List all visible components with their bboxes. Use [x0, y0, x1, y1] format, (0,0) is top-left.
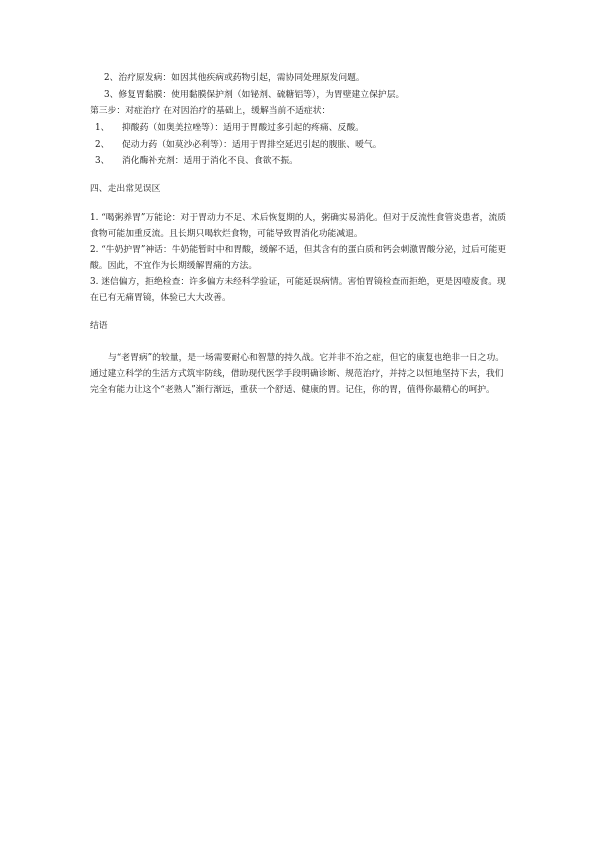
- myth-item-3: 3. 迷信偏方，拒绝检查：许多偏方未经科学验证，可能延误病情。害怕胃镜检查而拒绝，更是因噎废食。现在已有无痛胃镜，体验已大大改善。: [90, 277, 506, 303]
- step3-item-1-text: 抑酸药（如奥美拉唑等）：适用于胃酸过多引起的疼痛、反酸。: [122, 123, 364, 133]
- step3-item-2-number: 2、: [95, 140, 110, 150]
- step2-item-3: 3、修复胃黏膜：使用黏膜保护剂（如铋剂、硫糖铝等），为胃壁建立保护层。: [104, 90, 405, 100]
- step3-item-2-text: 促动力药（如莫沙必利等）：适用于胃排空延迟引起的腹胀、嗳气。: [122, 140, 382, 150]
- step2-item-2: 2、治疗原发病：如因其他疾病或药物引起，需协同处理原发问题。: [104, 73, 365, 83]
- myth-item-2: 2. “牛奶护胃”神话：牛奶能暂时中和胃酸，缓解不适，但其含有的蛋白质和钙会刺激胃酸分泌，过后可能更酸。因此，不宜作为长期缓解胃痛的方法。: [90, 245, 507, 271]
- step3-item-3-text: 消化酶补充剂：适用于消化不良、食欲不振。: [122, 156, 298, 166]
- conclusion-heading: 结语: [90, 321, 108, 331]
- conclusion-paragraph: 与“老胃病”的较量，是一场需要耐心和智慧的持久战。它并非不治之症，但它的康复也绝非一日之功。通过建立科学的生活方式筑牢防线，借助现代医学手段明确诊断、规范治疗，并持之以恒地坚持下去，我们完全有能力让这个“老熟人”渐行渐远，重获一个舒适、健康的胃。记住，你的胃，值得你最精心的呵护。: [90, 353, 505, 395]
- myths-list: [90, 210, 510, 306]
- myth-item-1: 1. “喝粥养胃”万能论：对于胃动力不足、术后恢复期的人，粥确实易消化。但对于反流性食管炎患者，流质食物可能加重反流。且长期只喝软烂食物，可能导致胃消化功能减退。: [90, 213, 507, 239]
- step3-item-1-number: 1、: [95, 123, 110, 133]
- section-heading: 四、走出常见误区: [90, 184, 161, 194]
- step3-heading: 第三步：对症治疗 在对因治疗的基础上，缓解当前不适症状：: [90, 106, 331, 116]
- step3-item-3-number: 3、: [95, 156, 110, 166]
